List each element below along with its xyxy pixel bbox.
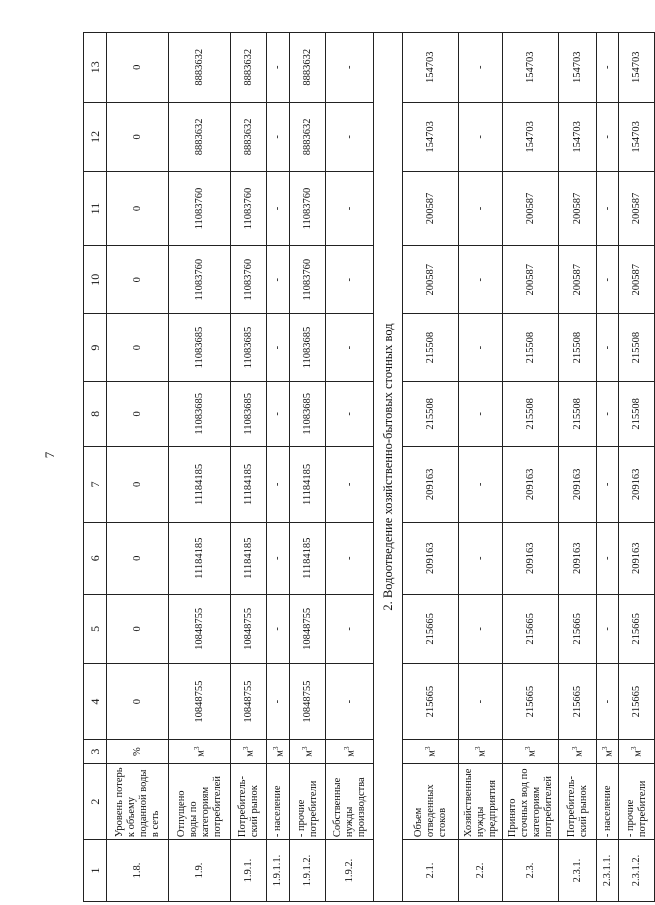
row-number-cell: 1.8. — [107, 840, 169, 902]
column-number-cell: 12 — [84, 102, 107, 172]
value-cell: 10848755 — [169, 664, 231, 740]
value-cell: 8883632 — [231, 33, 267, 103]
value-cell: 215508 — [403, 381, 459, 446]
row-number-cell: 1.9.1. — [231, 840, 267, 902]
value-cell: 154703 — [619, 33, 655, 103]
value-cell: 11083685 — [231, 381, 267, 446]
value-cell: 154703 — [403, 33, 459, 103]
row-number-cell: 2.3.1.2. — [619, 840, 655, 902]
value-cell: - — [597, 594, 619, 664]
table-row — [267, 33, 290, 902]
value-cell: 11184185 — [231, 522, 267, 594]
value-cell: - — [459, 664, 503, 740]
value-cell: - — [597, 245, 619, 313]
value-cell: - — [459, 172, 503, 246]
value-cell: 8883632 — [169, 102, 231, 172]
value-cell: 154703 — [619, 102, 655, 172]
value-cell: 11083685 — [231, 314, 267, 381]
unit-cell: $м^3$ — [619, 740, 655, 764]
value-cell: - — [459, 522, 503, 594]
value-cell: - — [326, 245, 374, 313]
row-number-cell: 1.9.2. — [326, 840, 374, 902]
value-cell: - — [267, 102, 290, 172]
value-cell: 209163 — [403, 446, 459, 522]
table-row — [559, 33, 597, 902]
value-cell: - — [597, 314, 619, 381]
value-cell: 11083685 — [290, 381, 326, 446]
unit-cell: $м^3$ — [459, 740, 503, 764]
unit-cell: $м^3$ — [169, 740, 231, 764]
value-cell: - — [459, 33, 503, 103]
value-cell: - — [267, 172, 290, 246]
column-number-cell: 1 — [84, 840, 107, 902]
value-cell: 0 — [107, 314, 169, 381]
value-cell: - — [326, 522, 374, 594]
rotated-table-container — [83, 32, 648, 902]
value-cell: - — [597, 172, 619, 246]
row-number-cell: 2.3.1.1. — [597, 840, 619, 902]
column-number-cell: 5 — [84, 594, 107, 664]
row-number-cell: 2.1. — [403, 840, 459, 902]
value-cell: 11083760 — [290, 172, 326, 246]
value-cell: 209163 — [403, 522, 459, 594]
column-number-cell: 6 — [84, 522, 107, 594]
value-cell: 200587 — [403, 172, 459, 246]
value-cell: 11083685 — [290, 314, 326, 381]
value-cell: 8883632 — [290, 33, 326, 103]
value-cell: - — [267, 314, 290, 381]
unit-superscript: 3 — [524, 746, 533, 751]
section-title: 2. Водоотведение хозяйственно-бытовых сточных вод — [374, 33, 403, 902]
row-name-cell: - население — [597, 764, 619, 840]
value-cell: 11184185 — [290, 446, 326, 522]
value-cell: - — [326, 381, 374, 446]
value-cell: 215665 — [503, 664, 559, 740]
unit-superscript: 3 — [571, 746, 580, 751]
value-cell: 11184185 — [231, 446, 267, 522]
unit-superscript: 3 — [424, 746, 433, 751]
table-row — [597, 33, 619, 902]
value-cell: - — [459, 594, 503, 664]
value-cell: 215665 — [559, 594, 597, 664]
value-cell: 0 — [107, 381, 169, 446]
row-name-cell: - прочие потребители — [619, 764, 655, 840]
value-cell: 209163 — [503, 522, 559, 594]
value-cell: 200587 — [559, 245, 597, 313]
value-cell: - — [326, 446, 374, 522]
value-cell: 11083760 — [231, 172, 267, 246]
value-cell: 215665 — [403, 594, 459, 664]
value-cell: - — [597, 522, 619, 594]
row-number-cell: 1.9.1.2. — [290, 840, 326, 902]
table-row — [231, 33, 267, 902]
data-table — [83, 32, 655, 902]
row-name-cell: Потребитель-ский рынок — [559, 764, 597, 840]
value-cell: 8883632 — [231, 102, 267, 172]
column-number-cell: 10 — [84, 245, 107, 313]
value-cell: 200587 — [403, 245, 459, 313]
unit-cell: $м^3$ — [559, 740, 597, 764]
column-number-cell: 3 — [84, 740, 107, 764]
unit-superscript: 3 — [601, 746, 610, 751]
value-cell: 0 — [107, 522, 169, 594]
value-cell: 8883632 — [169, 33, 231, 103]
value-cell: 11083685 — [169, 314, 231, 381]
table-row — [459, 33, 503, 902]
table-body — [84, 33, 655, 902]
value-cell: 200587 — [619, 245, 655, 313]
value-cell: 215665 — [559, 664, 597, 740]
row-name-cell: Хозяйственные нужды предприятия — [459, 764, 503, 840]
row-name-cell: Уровень потерь к объему поданной воды в сеть — [107, 764, 169, 840]
unit-cell: $м^3$ — [326, 740, 374, 764]
unit-cell: $м^3$ — [403, 740, 459, 764]
value-cell: 10848755 — [231, 594, 267, 664]
row-name-cell: Потребитель-ский рынок — [231, 764, 267, 840]
value-cell: - — [326, 594, 374, 664]
unit-cell: $м^3$ — [290, 740, 326, 764]
unit-cell: $м^3$ — [597, 740, 619, 764]
value-cell: 209163 — [619, 446, 655, 522]
value-cell: 0 — [107, 102, 169, 172]
unit-superscript: 3 — [242, 746, 251, 751]
value-cell: 215508 — [619, 314, 655, 381]
value-cell: - — [459, 314, 503, 381]
value-cell: 215508 — [619, 381, 655, 446]
unit-cell: $м^3$ — [267, 740, 290, 764]
row-number-cell: 1.9. — [169, 840, 231, 902]
table-row — [403, 33, 459, 902]
value-cell: 154703 — [503, 33, 559, 103]
row-name-cell: - население — [267, 764, 290, 840]
table-row — [107, 33, 169, 902]
value-cell: 0 — [107, 172, 169, 246]
value-cell: - — [326, 172, 374, 246]
row-name-cell: Отпущено воды по категориям потребителей — [169, 764, 231, 840]
value-cell: - — [459, 245, 503, 313]
row-number-cell: 2.2. — [459, 840, 503, 902]
value-cell: 215665 — [619, 594, 655, 664]
value-cell: - — [597, 33, 619, 103]
value-cell: 200587 — [503, 172, 559, 246]
value-cell: - — [267, 245, 290, 313]
table-row — [290, 33, 326, 902]
value-cell: 8883632 — [290, 102, 326, 172]
column-number-cell: 4 — [84, 664, 107, 740]
row-name-cell: Собственные нужды производства — [326, 764, 374, 840]
value-cell: 200587 — [559, 172, 597, 246]
table-row — [619, 33, 655, 902]
row-name-cell: Объем отведенных стоков — [403, 764, 459, 840]
value-cell: 11083760 — [169, 245, 231, 313]
value-cell: - — [267, 522, 290, 594]
table-row — [326, 33, 374, 902]
value-cell: 215508 — [503, 381, 559, 446]
value-cell: 154703 — [559, 102, 597, 172]
value-cell: 154703 — [559, 33, 597, 103]
value-cell: - — [326, 314, 374, 381]
value-cell: 215508 — [403, 314, 459, 381]
table-row — [169, 33, 231, 902]
value-cell: 10848755 — [169, 594, 231, 664]
value-cell: - — [597, 446, 619, 522]
column-number-cell: 8 — [84, 381, 107, 446]
row-number-cell: 1.9.1.1. — [267, 840, 290, 902]
value-cell: 209163 — [559, 446, 597, 522]
column-number-cell: 11 — [84, 172, 107, 246]
value-cell: 0 — [107, 33, 169, 103]
row-number-cell: 2.3.1. — [559, 840, 597, 902]
value-cell: - — [459, 102, 503, 172]
value-cell: 154703 — [403, 102, 459, 172]
value-cell: - — [459, 381, 503, 446]
unit-cell: % — [107, 740, 169, 764]
row-number-cell: 2.3. — [503, 840, 559, 902]
value-cell: - — [267, 381, 290, 446]
value-cell: - — [267, 594, 290, 664]
column-number-cell: 13 — [84, 33, 107, 103]
value-cell: - — [326, 102, 374, 172]
value-cell: 11184185 — [169, 446, 231, 522]
value-cell: 0 — [107, 446, 169, 522]
value-cell: 215508 — [559, 381, 597, 446]
row-name-cell: Принято сточных вод по категориям потребителей — [503, 764, 559, 840]
value-cell: - — [267, 664, 290, 740]
value-cell: 0 — [107, 245, 169, 313]
value-cell: 200587 — [619, 172, 655, 246]
column-number-cell: 9 — [84, 314, 107, 381]
value-cell: 0 — [107, 664, 169, 740]
value-cell: 215665 — [619, 664, 655, 740]
column-number-cell: 2 — [84, 764, 107, 840]
value-cell: 10848755 — [290, 664, 326, 740]
value-cell: - — [597, 664, 619, 740]
value-cell: 209163 — [559, 522, 597, 594]
value-cell: - — [326, 33, 374, 103]
unit-superscript: 3 — [271, 746, 280, 751]
value-cell: 209163 — [503, 446, 559, 522]
value-cell: - — [597, 381, 619, 446]
value-cell: 0 — [107, 594, 169, 664]
value-cell: 209163 — [619, 522, 655, 594]
unit-superscript: 3 — [301, 746, 310, 751]
unit-superscript: 3 — [474, 746, 483, 751]
value-cell: - — [326, 664, 374, 740]
value-cell: 215665 — [403, 664, 459, 740]
unit-superscript: 3 — [630, 746, 639, 751]
value-cell: 11083685 — [169, 381, 231, 446]
table-row — [503, 33, 559, 902]
unit-superscript: 3 — [343, 746, 352, 751]
page-number: 7 — [42, 451, 57, 459]
header-row — [84, 33, 107, 902]
value-cell: 10848755 — [231, 664, 267, 740]
row-name-cell: - прочие потребители — [290, 764, 326, 840]
unit-cell: $м^3$ — [231, 740, 267, 764]
column-number-cell: 7 — [84, 446, 107, 522]
value-cell: 154703 — [503, 102, 559, 172]
value-cell: - — [267, 446, 290, 522]
unit-superscript: 3 — [193, 746, 202, 751]
value-cell: 215508 — [503, 314, 559, 381]
value-cell: 11184185 — [169, 522, 231, 594]
value-cell: 11083760 — [231, 245, 267, 313]
value-cell: 11184185 — [290, 522, 326, 594]
value-cell: - — [597, 102, 619, 172]
section-row — [374, 33, 403, 902]
value-cell: - — [459, 446, 503, 522]
value-cell: 200587 — [503, 245, 559, 313]
value-cell: 10848755 — [290, 594, 326, 664]
value-cell: 215665 — [503, 594, 559, 664]
value-cell: - — [267, 33, 290, 103]
value-cell: 215508 — [559, 314, 597, 381]
value-cell: 11083760 — [290, 245, 326, 313]
unit-cell: $м^3$ — [503, 740, 559, 764]
value-cell: 11083760 — [169, 172, 231, 246]
